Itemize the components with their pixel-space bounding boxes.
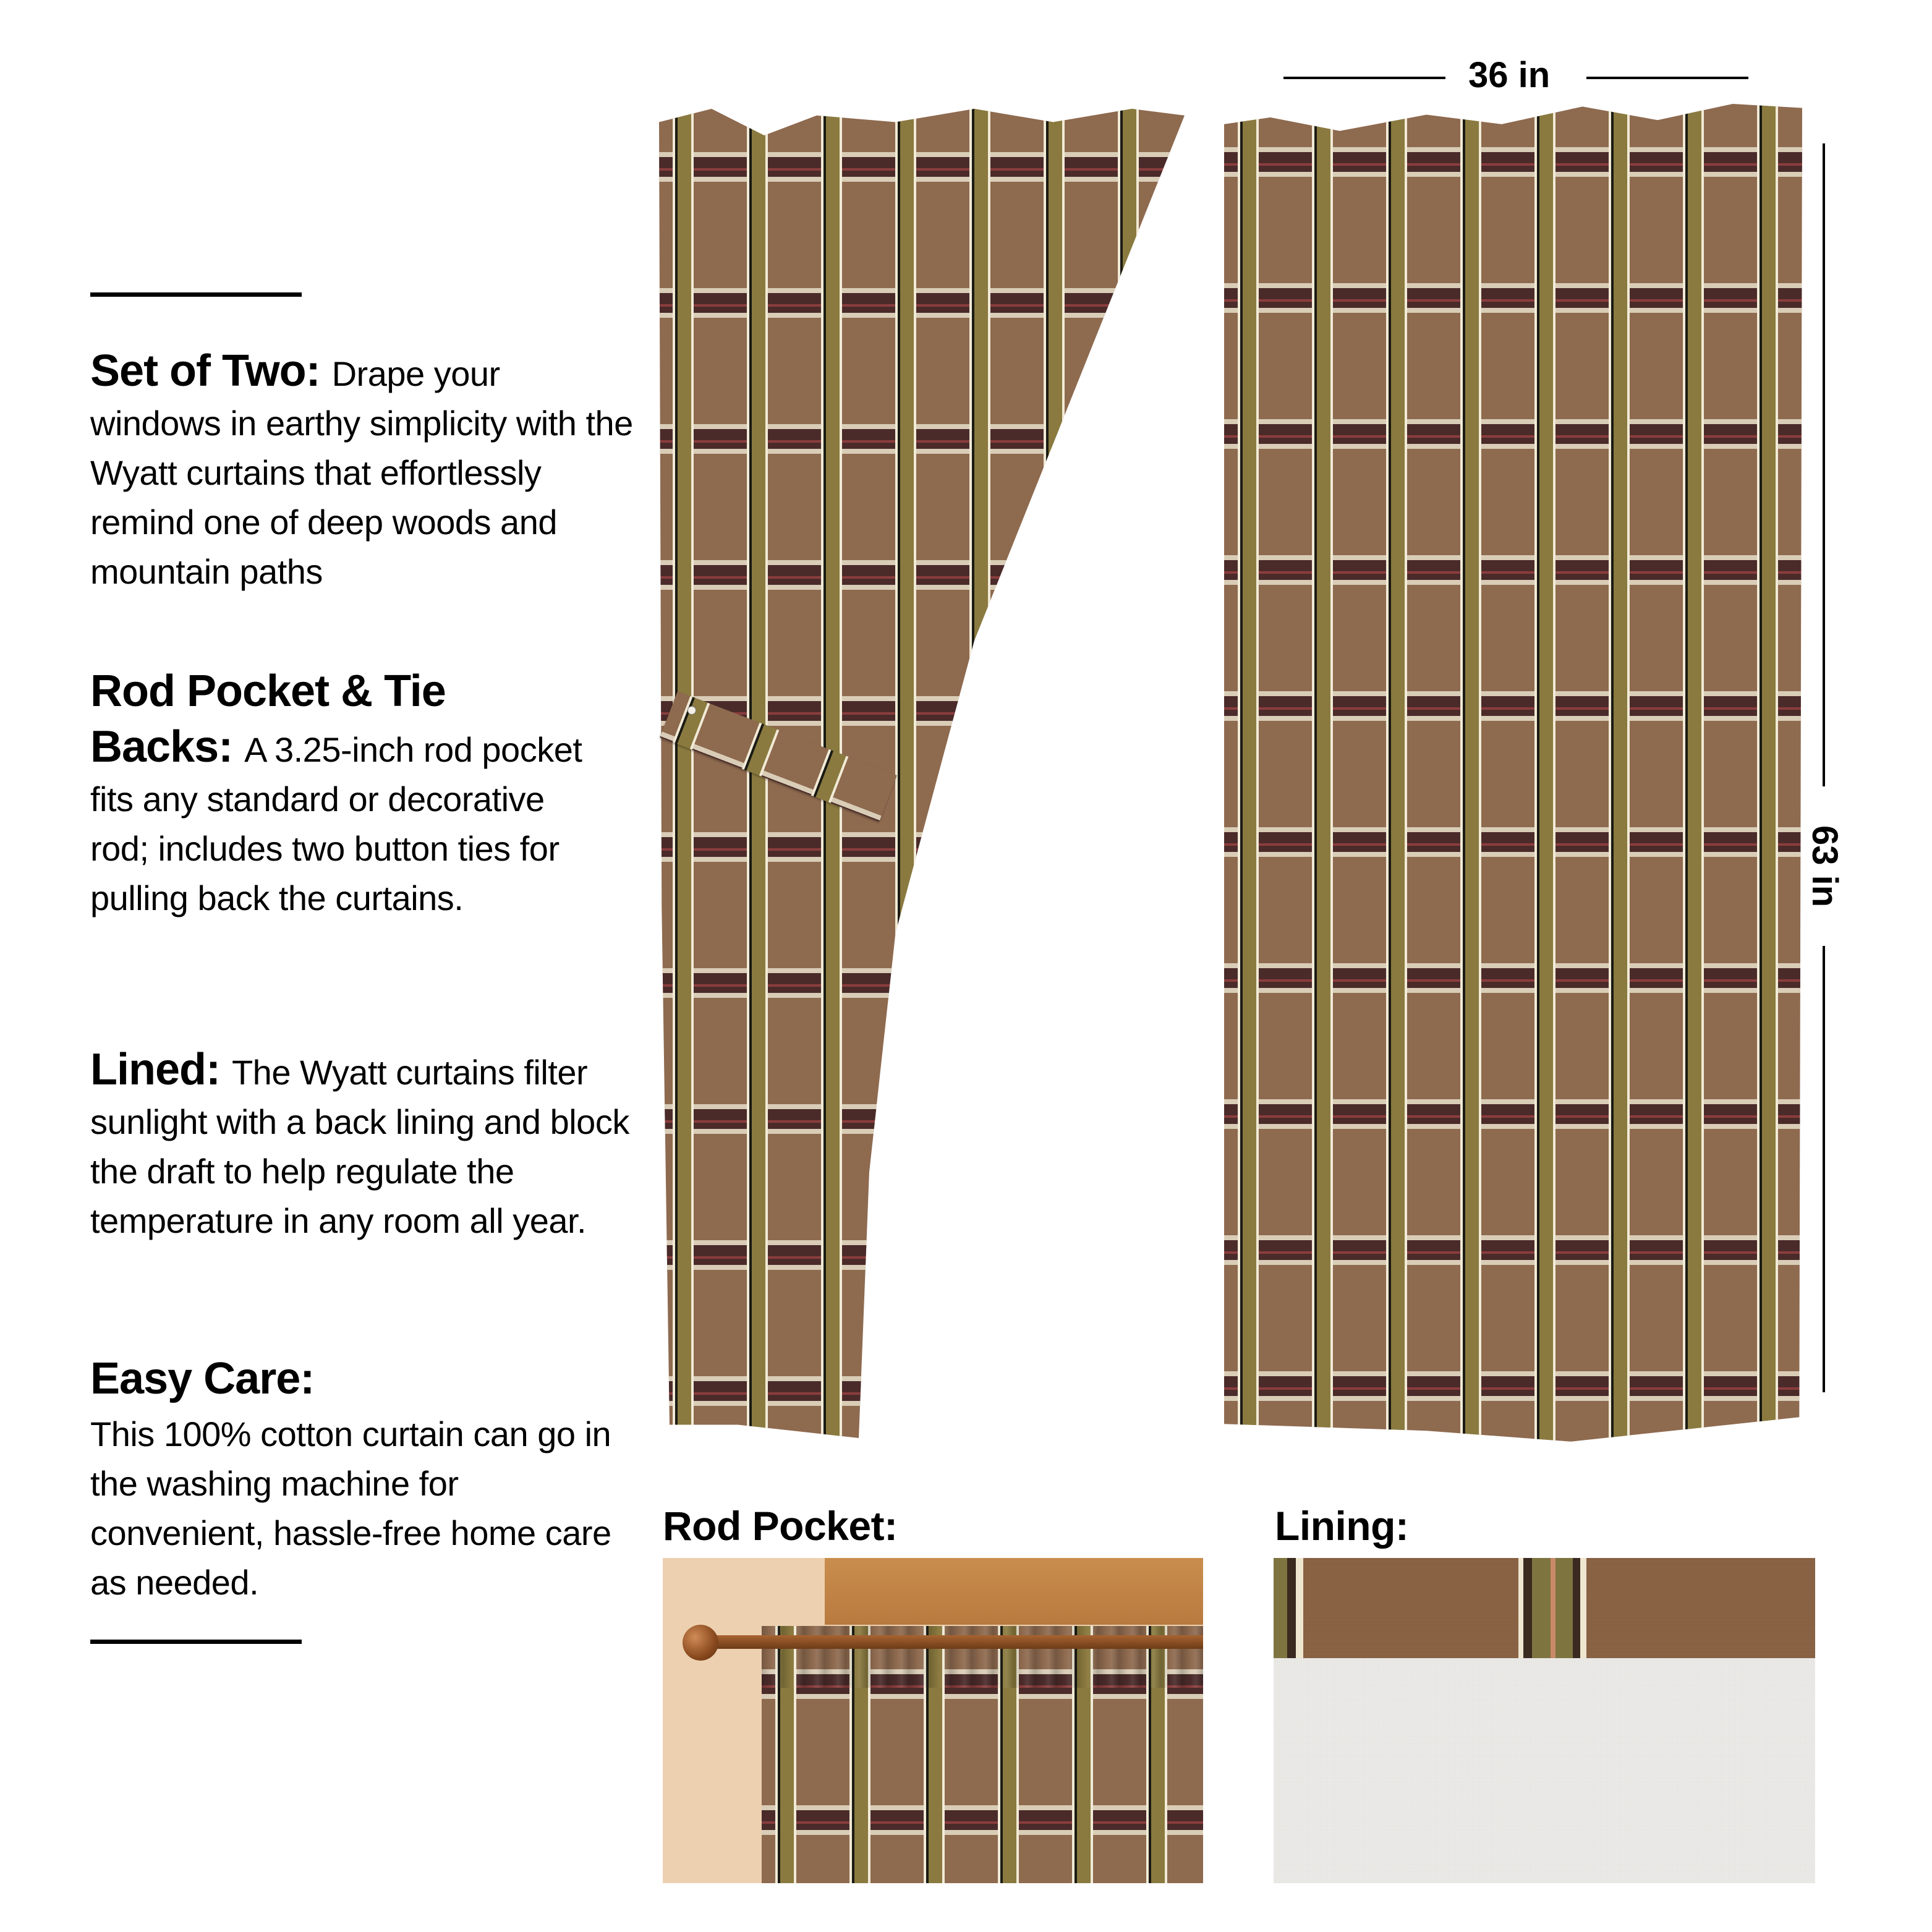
curtain-panel-tied-back [659,109,1185,1438]
length-measure-line-bottom [1823,946,1825,1392]
length-measure-label: 63 in [1805,825,1845,908]
bottom-divider [90,1640,302,1644]
lining-plaid-edge [1274,1558,1815,1658]
feature-body: Drape your windows in earthy simplicity with the Wyatt curtains that effortlessly remind one of deep woods and mountain paths [90,354,633,591]
width-measure-label: 36 in [1468,55,1551,95]
feature-rod-pocket-tie-backs [90,660,585,923]
feature-set-of-two [90,346,634,597]
lining-detail-image [1274,1558,1815,1883]
feature-heading: Lined: [90,1045,232,1094]
top-divider [90,292,302,297]
feature-heading: Rod Pocket & Tie [90,666,446,716]
feature-body: The Wyatt curtains filter sunlight with a back lining and block the draft to help regulate the temperature in any room all year. [90,1053,629,1240]
lining-fabric [1274,1658,1815,1883]
rod-pocket-detail-image [663,1558,1203,1883]
curtain-rod [700,1635,1203,1649]
rod-finial-icon [683,1625,718,1661]
window-trim [825,1558,1203,1625]
lining-caption: Lining: [1275,1503,1409,1549]
tie-back-button-icon [687,706,696,715]
rod-pocket-caption: Rod Pocket: [663,1503,898,1549]
width-measure-line-right [1586,77,1748,79]
width-measure-line-left [1283,77,1445,79]
feature-heading: Easy Care: [90,1354,315,1403]
feature-easy-care [90,1348,634,1607]
feature-body: A 3.25-inch rod pocket fits any standard or decorative rod; includes two button ties for pulling back the curtains. [90,730,582,917]
feature-heading-cont: Backs: [90,722,245,772]
feature-heading: Set of Two: [90,346,332,396]
length-measure-line-top [1823,143,1825,786]
curtain-panel-hanging [1224,104,1802,1458]
feature-lined [90,1045,634,1246]
feature-body: This 100% cotton curtain can go in the washing machine for convenient, hassle-free home care as needed. [90,1415,611,1602]
